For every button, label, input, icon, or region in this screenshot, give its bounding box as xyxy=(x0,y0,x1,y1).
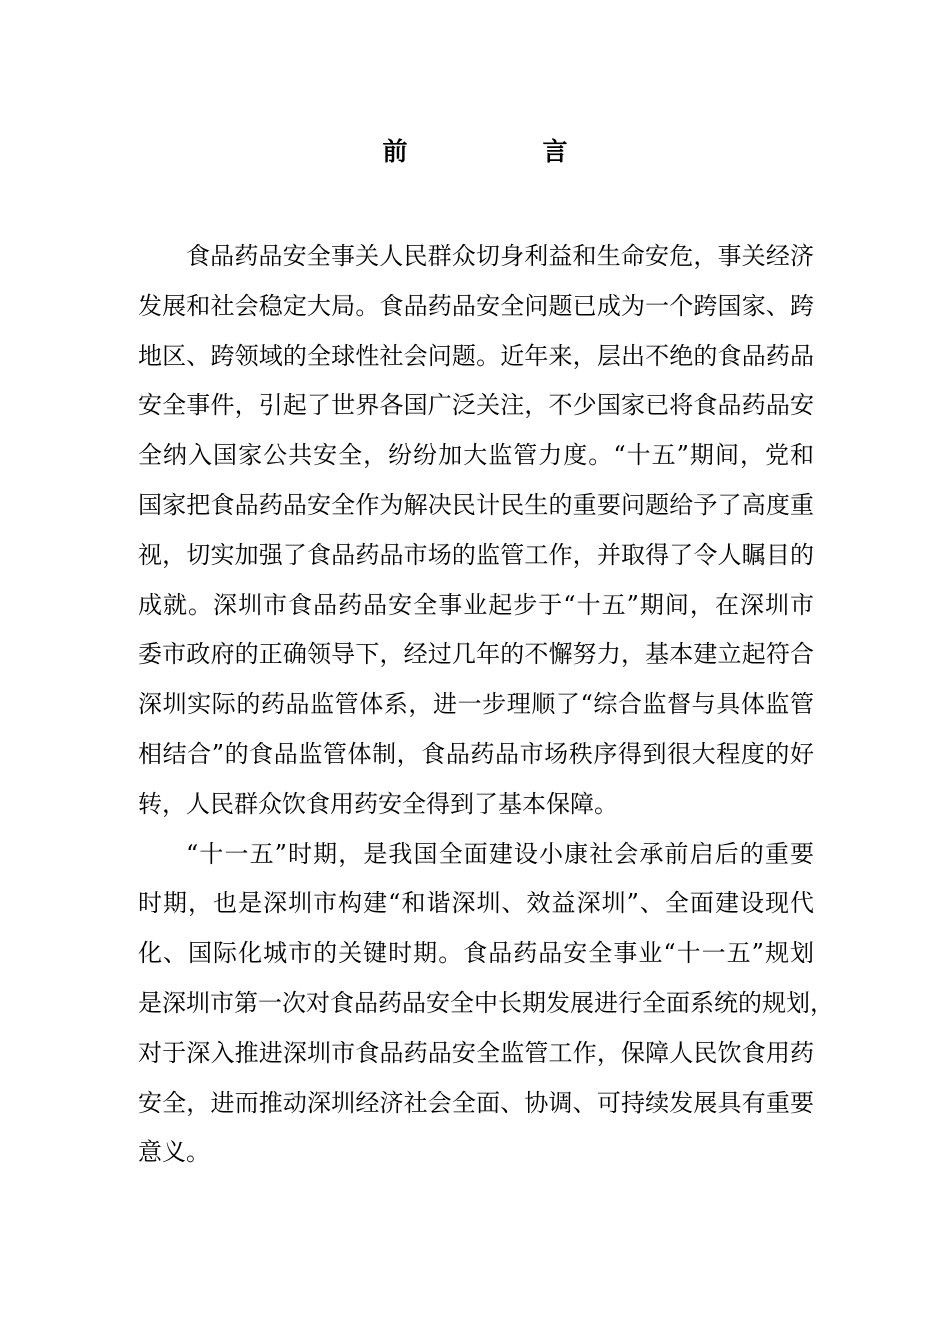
text-line: “十一五”时期，是我国全面建设小康社会承前启后的重要 xyxy=(186,839,814,868)
text-line: 委市政府的正确领导下，经过几年的不懈努力，基本建立起符合 xyxy=(138,640,814,669)
text-line: 食品药品安全事关人民群众切身利益和生命安危，事关经济 xyxy=(186,242,814,270)
page-title: 前 言 xyxy=(382,137,623,166)
paragraph-1 xyxy=(138,232,814,830)
text-line: 相结合”的食品监管体制，食品药品市场秩序得到很大程度的好 xyxy=(138,739,814,768)
text-line: 国家把食品药品安全作为解决民计民生的重要问题给予了高度重 xyxy=(138,490,814,519)
text-line: 发展和社会稳定大局。食品药品安全问题已成为一个跨国家、跨 xyxy=(138,291,814,320)
text-line: 全纳入国家公共安全，纷纷加大监管力度。“十五”期间，党和 xyxy=(138,441,814,470)
body-text xyxy=(138,232,834,1178)
text-line: 深圳实际的药品监管体系，进一步理顺了“综合监督与具体监管 xyxy=(138,690,814,719)
paragraph-2 xyxy=(138,830,834,1179)
text-line: 意义。 xyxy=(138,1138,210,1167)
text-line: 视，切实加强了食品药品市场的监管工作，并取得了令人瞩目的 xyxy=(138,540,814,569)
text-line: 安全，进而推动深圳经济社会全面、协调、可持续发展具有重要 xyxy=(138,1088,814,1117)
text-line: 对于深入推进深圳市食品药品安全监管工作，保障人民饮食用药 xyxy=(138,1038,814,1067)
text-line: 安全事件，引起了世界各国广泛关注，不少国家已将食品药品安 xyxy=(138,391,814,420)
text-line: 时期，也是深圳市构建“和谐深圳、效益深圳”、全面建设现代 xyxy=(138,889,814,918)
text-line: 地区、跨领域的全球性社会问题。近年来，层出不绝的食品药品 xyxy=(138,341,814,370)
text-line: 是深圳市第一次对食品药品安全中长期发展进行全面系统的规划， xyxy=(138,988,834,1017)
text-line: 化、国际化城市的关键时期。食品药品安全事业“十一五”规划 xyxy=(138,939,814,968)
text-line: 成就。深圳市食品药品安全事业起步于“十五”期间，在深圳市 xyxy=(138,590,814,619)
text-line: 转，人民群众饮食用药安全得到了基本保障。 xyxy=(138,789,618,818)
